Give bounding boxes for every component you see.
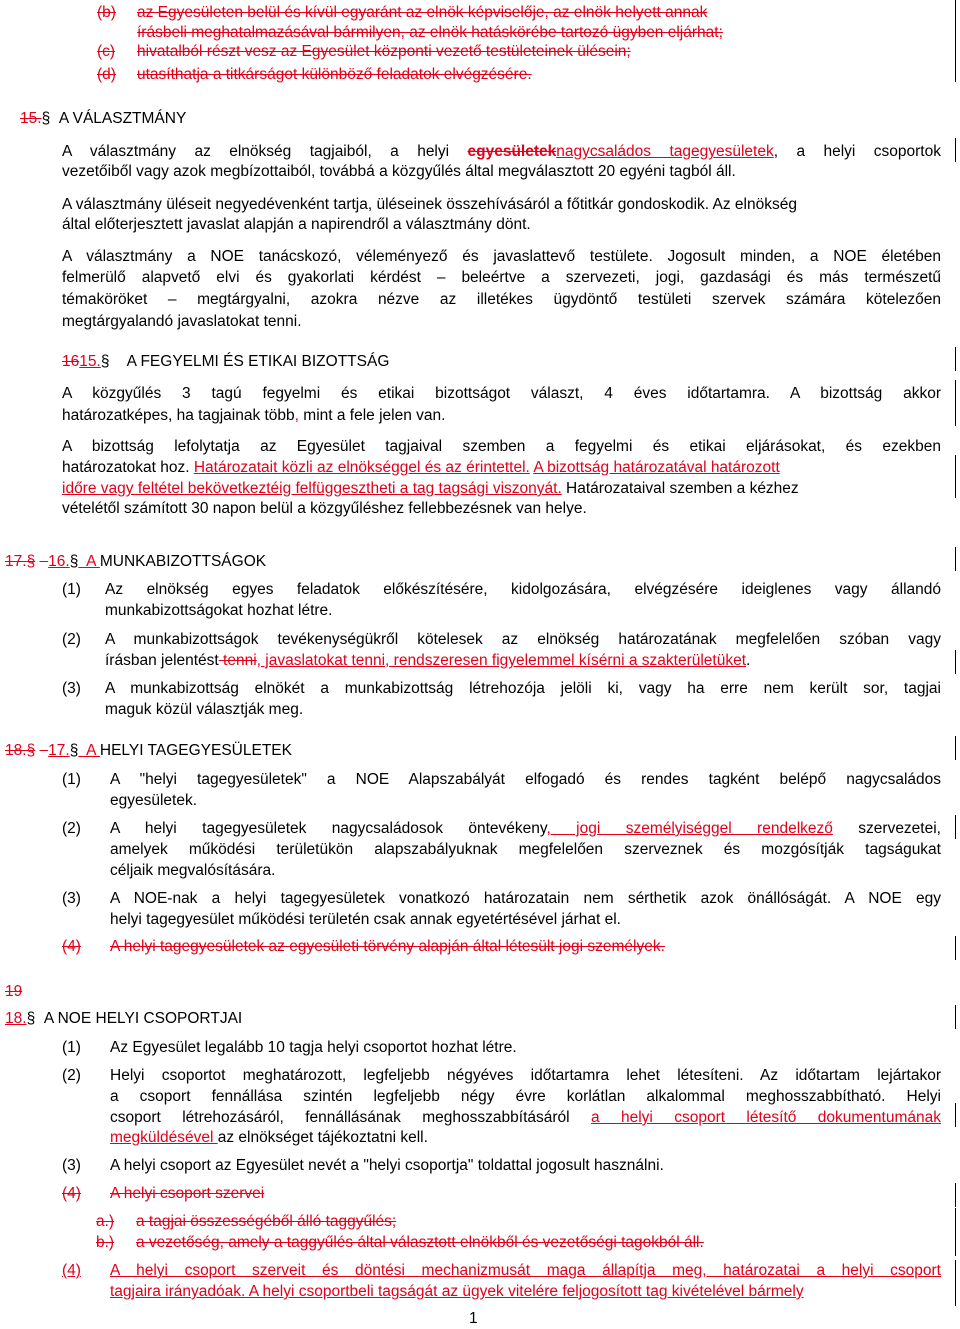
munkabizottsag-item-3-num: (3) xyxy=(62,680,81,697)
section-heading-fegyelmi: 1615.§ A FEGYELMI ÉS ETIKAI BIZOTTSÁG xyxy=(62,353,390,370)
list-item-d-line1: utasíthatja a titkárságot különböző feladatok elvégzésére. xyxy=(137,66,532,83)
tagegyesulet-item-3-num: (3) xyxy=(62,890,81,907)
change-bar xyxy=(955,1232,956,1256)
change-bar xyxy=(955,0,956,82)
change-bar xyxy=(955,380,956,404)
section-heading-munkabizottsagok: 17.§ 16.§ A MUNKABIZOTTSÁGOK xyxy=(5,553,267,570)
paragraph-valasztmany-2-line2: által előterjesztett javaslat alapján a napirendről a választmány dönt. xyxy=(62,216,531,233)
page-number: 1 xyxy=(469,1310,478,1327)
paragraph-fegyelmi-1-line1: A közgyűlés 3 tagú fegyelmi és etikai bizottságot választ, 4 éves időtartamra. A bizottság akkor xyxy=(62,385,942,402)
section-heading-helyi-csoportok: 18.§ A NOE HELYI CSOPORTJAI xyxy=(5,1010,243,1027)
list-item-d-num: (d) xyxy=(97,66,116,83)
munkabizottsag-item-2-line1: A munkabizottságok tevékenységükről kötelesek az elnökség határozatának megfelelően szóban vagy xyxy=(105,631,941,648)
tagegyesulet-item-2-line1: A helyi tagegyesületek nagycsaládosok öntevékeny, jogi személyiséggel rendelkező szervezetei, xyxy=(110,820,941,837)
csoport-item-4-inserted-line1: A helyi csoport szerveit és döntési mechanizmusát maga állapítja meg, határozatai a helyi csoport xyxy=(110,1262,941,1279)
change-bar xyxy=(955,138,956,162)
csoport-item-4-inserted-line2: tagjaira irányadóak. A helyi csoportbeli tagságát az ügyek vitelére feljogosított tag kivételével bármely xyxy=(110,1283,804,1300)
section-heading-tagegyesuletek: 18.§ 17.§ A HELYI TAGEGYESÜLETEK xyxy=(5,742,292,759)
paragraph-fegyelmi-2-line1: A bizottság lefolytatja az Egyesület tagjaival szemben a fegyelmi és etikai eljárásokat, és ezekben xyxy=(62,438,941,455)
paragraph-valasztmany-3-line3: témaköröket – megtárgyalni, azokra nézve az illetékes ügydöntő testületi szervek számára kötelezően xyxy=(62,291,941,308)
change-bar xyxy=(955,347,956,371)
tagegyesulet-item-1-line1: A "helyi tagegyesületek" a NOE Alapszabályát elfogadó és rendes tagként belépő nagycsaládos xyxy=(110,771,941,788)
section-heading-valasztmany: 15.§ A VÁLASZTMÁNY xyxy=(20,110,187,127)
paragraph-valasztmany-3-line4: megtárgyalandó javaslatokat tenni. xyxy=(62,313,302,330)
tagegyesulet-item-4-num: (4) xyxy=(62,938,81,955)
csoport-item-2-line2: a csoport fennállása szintén legfeljebb négy évre korlátlan alkalommal meghosszabbítható. Helyi xyxy=(110,1088,941,1105)
csoport-item-2-line3: csoport létrehozásáról, fennállásának meghosszabbításáról a helyi csoport létesítő dokumentumának xyxy=(110,1109,941,1126)
csoport-item-4-deleted-num: (4) xyxy=(62,1185,81,1202)
csoport-subitem-a-text: a tagjai összességéből álló taggyűlés; xyxy=(136,1213,397,1230)
munkabizottsag-item-3-line2: maguk közül választják meg. xyxy=(105,701,304,718)
csoport-item-2-line4: megküldésével az elnökséget tájékoztatni kell. xyxy=(110,1129,428,1146)
list-item-c-num: (c) xyxy=(97,43,116,60)
change-bar xyxy=(955,936,956,960)
csoport-subitem-a-label: a.) xyxy=(96,1213,115,1230)
csoport-item-2-num: (2) xyxy=(62,1067,81,1084)
tagegyesulet-item-2-line3: céljaik megvalósítására. xyxy=(110,862,276,879)
csoport-item-4-inserted-num: (4) xyxy=(62,1262,81,1279)
change-bar xyxy=(955,547,956,571)
paragraph-valasztmany-3-line2: felmerülő alapvető elvi és gyakorlati kérdést – beleértve a szervezeti, jogi, gazdasági és más természetű xyxy=(62,269,941,286)
change-bar xyxy=(955,736,956,760)
list-item-c-line1: hivatalból részt vesz az Egyesület központi vezető testületeinek ülésein; xyxy=(137,43,631,60)
paragraph-valasztmany-1-line1: A választmány az elnökség tagjaiból, a helyi egyesületeknagycsaládos tagegyesületek, a helyi csoportok xyxy=(62,143,941,160)
paragraph-fegyelmi-1-line2: határozatképes, ha tagjainak több, mint a fele jelen van. xyxy=(62,407,446,424)
list-item-b-line1: az Egyesületen belül és kívül egyaránt az elnök képviselője, az elnök helyett annak xyxy=(137,4,708,21)
change-bar xyxy=(955,1005,956,1029)
csoport-item-1-line1: Az Egyesület legalább 10 tagja helyi csoportot hozhat létre. xyxy=(110,1039,517,1056)
tagegyesulet-item-2-num: (2) xyxy=(62,820,81,837)
tagegyesulet-item-1-line2: egyesületek. xyxy=(110,792,198,809)
csoport-subitem-b-label: b.) xyxy=(96,1234,115,1251)
munkabizottsag-item-2-line2: írásban jelentést tenni, javaslatokat tenni, rendszeresen figyelemmel kísérni a szakterületüket. xyxy=(105,652,751,669)
change-bar xyxy=(955,1282,956,1306)
tagegyesulet-item-3-line1: A NOE-nak a helyi tagegyesületek vonatkozó határozatain nem sérthetik azok önállóságát. A NOE egy xyxy=(110,890,941,907)
csoport-item-2-line1: Helyi csoportot meghatározott, legfeljebb négyéves időtartamra lehet létesíteni. Az időtartam lejártakor xyxy=(110,1067,941,1084)
change-bar xyxy=(955,815,956,839)
csoport-item-1-num: (1) xyxy=(62,1039,81,1056)
munkabizottsag-item-2-num: (2) xyxy=(62,631,81,648)
list-item-b-line2: írásbeli meghatalmazásával bármilyen, az elnök hatáskörébe tartozó ügyben eljárhat; xyxy=(137,24,723,41)
munkabizottsag-item-1-line1: Az elnökség egyes feladatok előkészítésére, kidolgozására, elvégzésére ideiglenes vagy állandó xyxy=(105,581,941,598)
tagegyesulet-item-2-line2: amelyek működési területükön alapszabályuknak megfelelően szerveznek és mozgósítják tagságukat xyxy=(110,841,941,858)
change-bar xyxy=(955,1103,956,1127)
csoport-item-4-deleted-line1: A helyi csoport szervei xyxy=(110,1185,265,1202)
paragraph-fegyelmi-2-line3: időre vagy feltétel bekövetkeztéig felfüggesztheti a tag tagsági viszonyát. Határozataival szemben a kézhez xyxy=(62,480,799,497)
change-bar xyxy=(955,402,956,426)
paragraph-valasztmany-3-line1: A választmány a NOE tanácskozó, véleményező és javaslattevő testülete. Jogosult minden, a NOE életében xyxy=(62,248,942,265)
csoport-subitem-b-text: a vezetőség, amely a taggyűlés által választott elnökből és vezetőségi tagokból áll. xyxy=(136,1234,704,1251)
paragraph-fegyelmi-2-line2: határozatokat hoz. Határozatait közli az elnökséggel és az érintettel. A bizottság határozatával határozott xyxy=(62,459,780,476)
change-bar xyxy=(955,1208,956,1232)
change-bar xyxy=(955,650,956,674)
paragraph-valasztmany-1-line2: vezetőiből vagy azok megbízottaiból, továbbá a közgyűlés által megválasztott 20 egyéni tagból áll. xyxy=(62,163,736,180)
paragraph-fegyelmi-2-line4: vételétől számított 30 napon belül a közgyűléshez fellebbezésnek van helye. xyxy=(62,500,587,517)
tagegyesulet-item-1-num: (1) xyxy=(62,771,81,788)
section-number-deleted-19: 19 xyxy=(5,983,23,1000)
list-item-b-num: (b) xyxy=(97,4,116,21)
change-bar xyxy=(955,474,956,498)
change-bar xyxy=(955,1183,956,1207)
munkabizottsag-item-3-line1: A munkabizottság elnökét a munkabizottság létrehozója jelöli ki, vagy ha erre nem került sor, tagjai xyxy=(105,680,941,697)
csoport-item-3-num: (3) xyxy=(62,1157,81,1174)
change-bar xyxy=(955,1260,956,1284)
csoport-item-3-line1: A helyi csoport az Egyesület nevét a "helyi csoportja" toldattal jogosult használni. xyxy=(110,1157,664,1174)
tagegyesulet-item-4-line1: A helyi tagegyesületek az egyesületi törvény alapján által létesült jogi személyek. xyxy=(110,938,665,955)
munkabizottsag-item-1-line2: munkabizottságokat hozhat létre. xyxy=(105,602,333,619)
tagegyesulet-item-3-line2: helyi tagegyesület működési területén csak annak egyetértésével járhat el. xyxy=(110,911,621,928)
munkabizottsag-item-1-num: (1) xyxy=(62,581,81,598)
paragraph-valasztmany-2-line1: A választmány üléseit negyedévenként tartja, üléseinek összehívásáról a főtitkár gondoskodik. Az elnökség xyxy=(62,196,797,213)
